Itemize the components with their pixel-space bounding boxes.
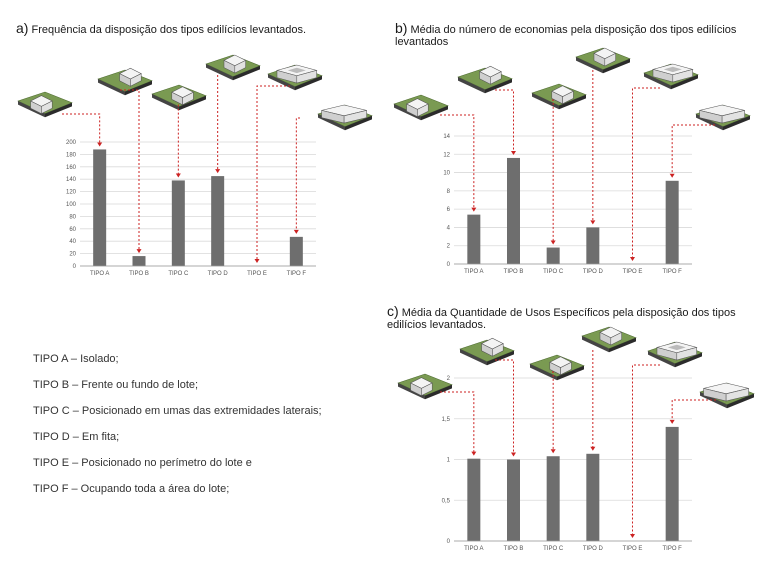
x-category-label: TIPO F [662,269,682,275]
chart-a-title-text: Frequência da disposição dos tipos edilícios levantados. [31,24,307,36]
x-category-label: TIPO C [168,271,189,277]
y-tick-label: 200 [65,140,76,146]
arrow-line [296,118,300,233]
y-tick-label: 2 [446,376,450,382]
arrow-head [471,452,476,456]
arrow-head [630,534,635,538]
arrow-head [215,169,220,173]
building-type-icon [460,338,514,365]
arrow-line [495,90,514,154]
building-type-icon [318,105,372,130]
y-tick-label: 40 [69,239,76,246]
arrow-head [670,174,675,178]
y-tick-label: 120 [65,189,76,196]
building-type-icon [398,374,452,399]
x-category-label: TIPO D [207,271,228,277]
bar [666,181,679,264]
building-type-icon [98,68,152,95]
y-tick-label: 6 [446,207,450,214]
bar [133,256,146,266]
arrow-line [672,125,715,177]
arrow-head [590,220,595,224]
arrow-line [552,100,553,244]
arrow-head [630,257,635,261]
x-category-label: TIPO C [543,269,564,275]
x-category-label: TIPO A [464,269,484,275]
arrow-head [176,173,181,177]
arrow-head [294,230,299,234]
building-type-icon [458,66,512,93]
chart-c-title-text: Média da Quantidade de Usos Específicos pela disposição dos tipos edilícios levantados. [387,307,736,331]
bar [290,237,303,266]
y-tick-label: 0 [446,539,450,545]
arrow-head [471,208,476,212]
building-type-icon [530,355,584,380]
legend-item-d: TIPO D – Em fita; [33,431,120,443]
building-type-icon [532,84,586,109]
x-category-label: TIPO F [662,546,682,552]
bar [666,427,679,541]
y-tick-label: 12 [443,152,450,159]
arrow-line [672,400,716,423]
bar [507,158,520,264]
x-category-label: TIPO E [622,269,643,275]
y-tick-label: 180 [65,152,76,159]
y-tick-label: 80 [69,214,76,221]
x-category-label: TIPO A [464,546,484,552]
bar [172,180,185,266]
building-type-icon [696,105,750,130]
y-tick-label: 2 [446,243,450,250]
arrow-line [440,392,474,455]
x-category-label: TIPO E [622,546,643,552]
building-type-icon [700,383,754,408]
legend-item-a: TIPO A – Isolado; [33,353,119,365]
chart-b-title-text: Média do número de economias pela disposição dos tipos edilícios levantados [395,24,737,48]
bar [586,227,599,264]
y-tick-label: 0 [446,262,450,268]
y-tick-label: 60 [69,226,76,233]
x-category-label: TIPO B [129,271,149,277]
bar [93,149,106,266]
bar [467,215,480,264]
x-category-label: TIPO A [89,271,110,277]
y-tick-label: 0 [72,264,76,270]
legend-item-c: TIPO C – Posicionado em umas das extremidades laterais; [33,405,322,417]
arrow-line [257,86,290,262]
building-type-icon [582,327,636,352]
legend-item-b: TIPO B – Frente ou fundo de lote; [33,379,199,391]
bar [507,460,520,542]
arrow-head [255,259,260,263]
building-type-icon [394,95,448,120]
arrow-line [552,372,553,452]
legend-item-f: TIPO F – Ocupando toda a área do lote; [33,483,230,495]
legend-item-e: TIPO E – Posicionado no perímetro do lote e [33,457,252,469]
x-category-label: TIPO B [503,546,524,552]
chart-a-letter: a) [16,20,29,36]
y-tick-label: 20 [69,251,76,258]
x-category-label: TIPO F [286,271,307,277]
arrow-line [633,365,661,537]
y-tick-label: 10 [443,170,450,177]
y-tick-label: 0,5 [441,498,450,505]
y-tick-label: 100 [65,202,76,208]
y-tick-label: 1,5 [441,416,450,423]
y-tick-label: 1 [446,457,450,464]
x-category-label: TIPO C [543,546,564,552]
y-tick-label: 14 [443,134,450,140]
arrow-head [97,142,102,146]
arrow-line [495,360,514,456]
arrow-head [137,249,142,253]
bar-chart-a [18,55,372,277]
y-tick-label: 140 [65,177,76,184]
arrow-line [120,90,139,252]
chart-b-letter: b) [395,20,408,36]
building-type-icon [576,48,630,73]
x-category-label: TIPO E [247,271,267,277]
y-tick-label: 160 [65,164,76,171]
bar-chart-c [398,327,754,552]
building-type-icon [18,92,72,117]
bar [586,454,599,541]
arrow-line [440,115,474,214]
building-type-icon [648,342,702,367]
x-category-label: TIPO D [582,546,603,552]
building-type-icon [152,85,206,110]
arrow-head [670,420,675,424]
arrow-head [551,449,556,453]
arrow-line [633,88,661,260]
y-tick-label: 8 [446,188,450,195]
arrow-head [590,447,595,451]
building-type-icon [644,64,698,89]
x-category-label: TIPO D [582,269,603,275]
arrow-head [551,241,556,245]
building-type-icon [206,55,260,80]
chart-c-letter: c) [387,303,399,319]
y-tick-label: 4 [446,225,450,232]
bar [211,176,224,266]
arrow-head [511,453,516,457]
bar-chart-b [394,48,750,275]
bar [547,456,560,541]
bar [547,248,560,264]
bar [467,459,480,541]
x-category-label: TIPO B [503,269,524,275]
